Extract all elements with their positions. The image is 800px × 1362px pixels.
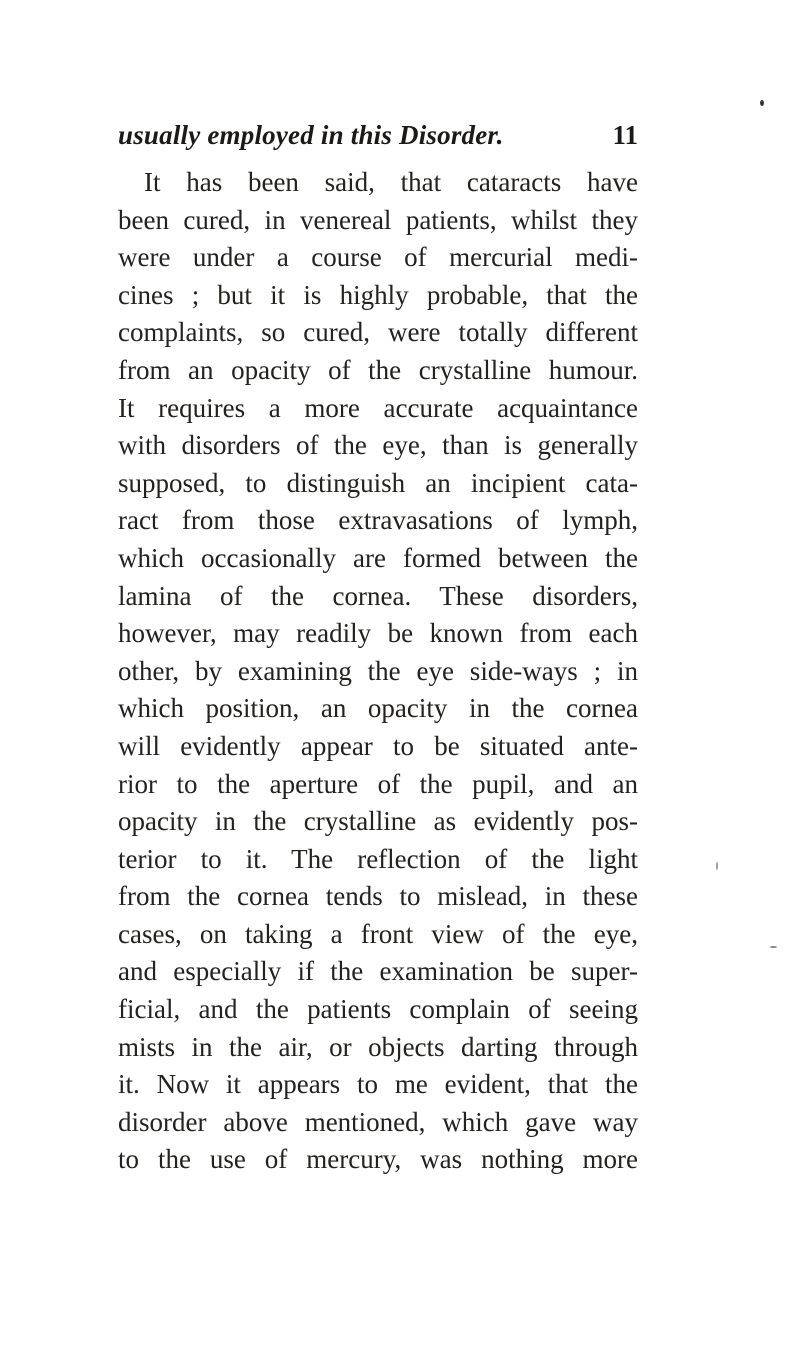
text-line: been cured, in venereal patients, whilst they [118,204,638,235]
text-line: opacity in the crystalline as evidently pos- [118,806,638,837]
text-line: rior to the aperture of the pupil, and an [118,768,638,799]
text-line: and especially if the examination be super- [118,956,638,987]
text-line: disorder above mentioned, which gave way [118,1106,638,1137]
text-line: terior to it. The reflection of the light [118,843,638,874]
text-line: ract from those extravasations of lymph, [118,505,638,536]
text-line: other, by examining the eye side-ways ; in [118,655,638,686]
scan-speck [716,862,718,870]
text-line: from an opacity of the crystalline humour. [118,354,638,385]
text-line: complaints, so cured, were totally different [118,317,638,348]
text-line: supposed, to distinguish an incipient cata- [118,467,638,498]
text-line: lamina of the cornea. These disorders, [118,580,638,611]
text-line: ficial, and the patients complain of seeing [118,994,638,1025]
text-line: It has been said, that cataracts have [144,167,638,197]
text-line: cines ; but it is highly probable, that the [118,279,638,310]
scan-speck [760,100,764,106]
text-line: mists in the air, or objects darting through [118,1031,638,1062]
text-line: which occasionally are formed between the [118,542,638,573]
text-line: which position, an opacity in the cornea [118,693,638,724]
page-header [118,120,638,160]
page-number: 11 [612,120,638,150]
scan-speck [770,946,777,948]
text-line: with disorders of the eye, than is generally [118,430,638,461]
text-line: will evidently appear to be situated ante- [118,730,638,761]
body-paragraph [118,164,638,1179]
running-head: usually employed in this Disorder. [118,120,504,150]
text-line: to the use of mercury, was nothing more [118,1144,638,1175]
text-line: cases, on taking a front view of the eye, [118,918,638,949]
text-line: it. Now it appears to me evident, that the [118,1069,638,1100]
text-line: It requires a more accurate acquaintance [118,392,638,423]
text-line: however, may readily be known from each [118,618,638,649]
text-line: from the cornea tends to mislead, in these [118,881,638,912]
text-line: were under a course of mercurial medi- [118,242,638,273]
